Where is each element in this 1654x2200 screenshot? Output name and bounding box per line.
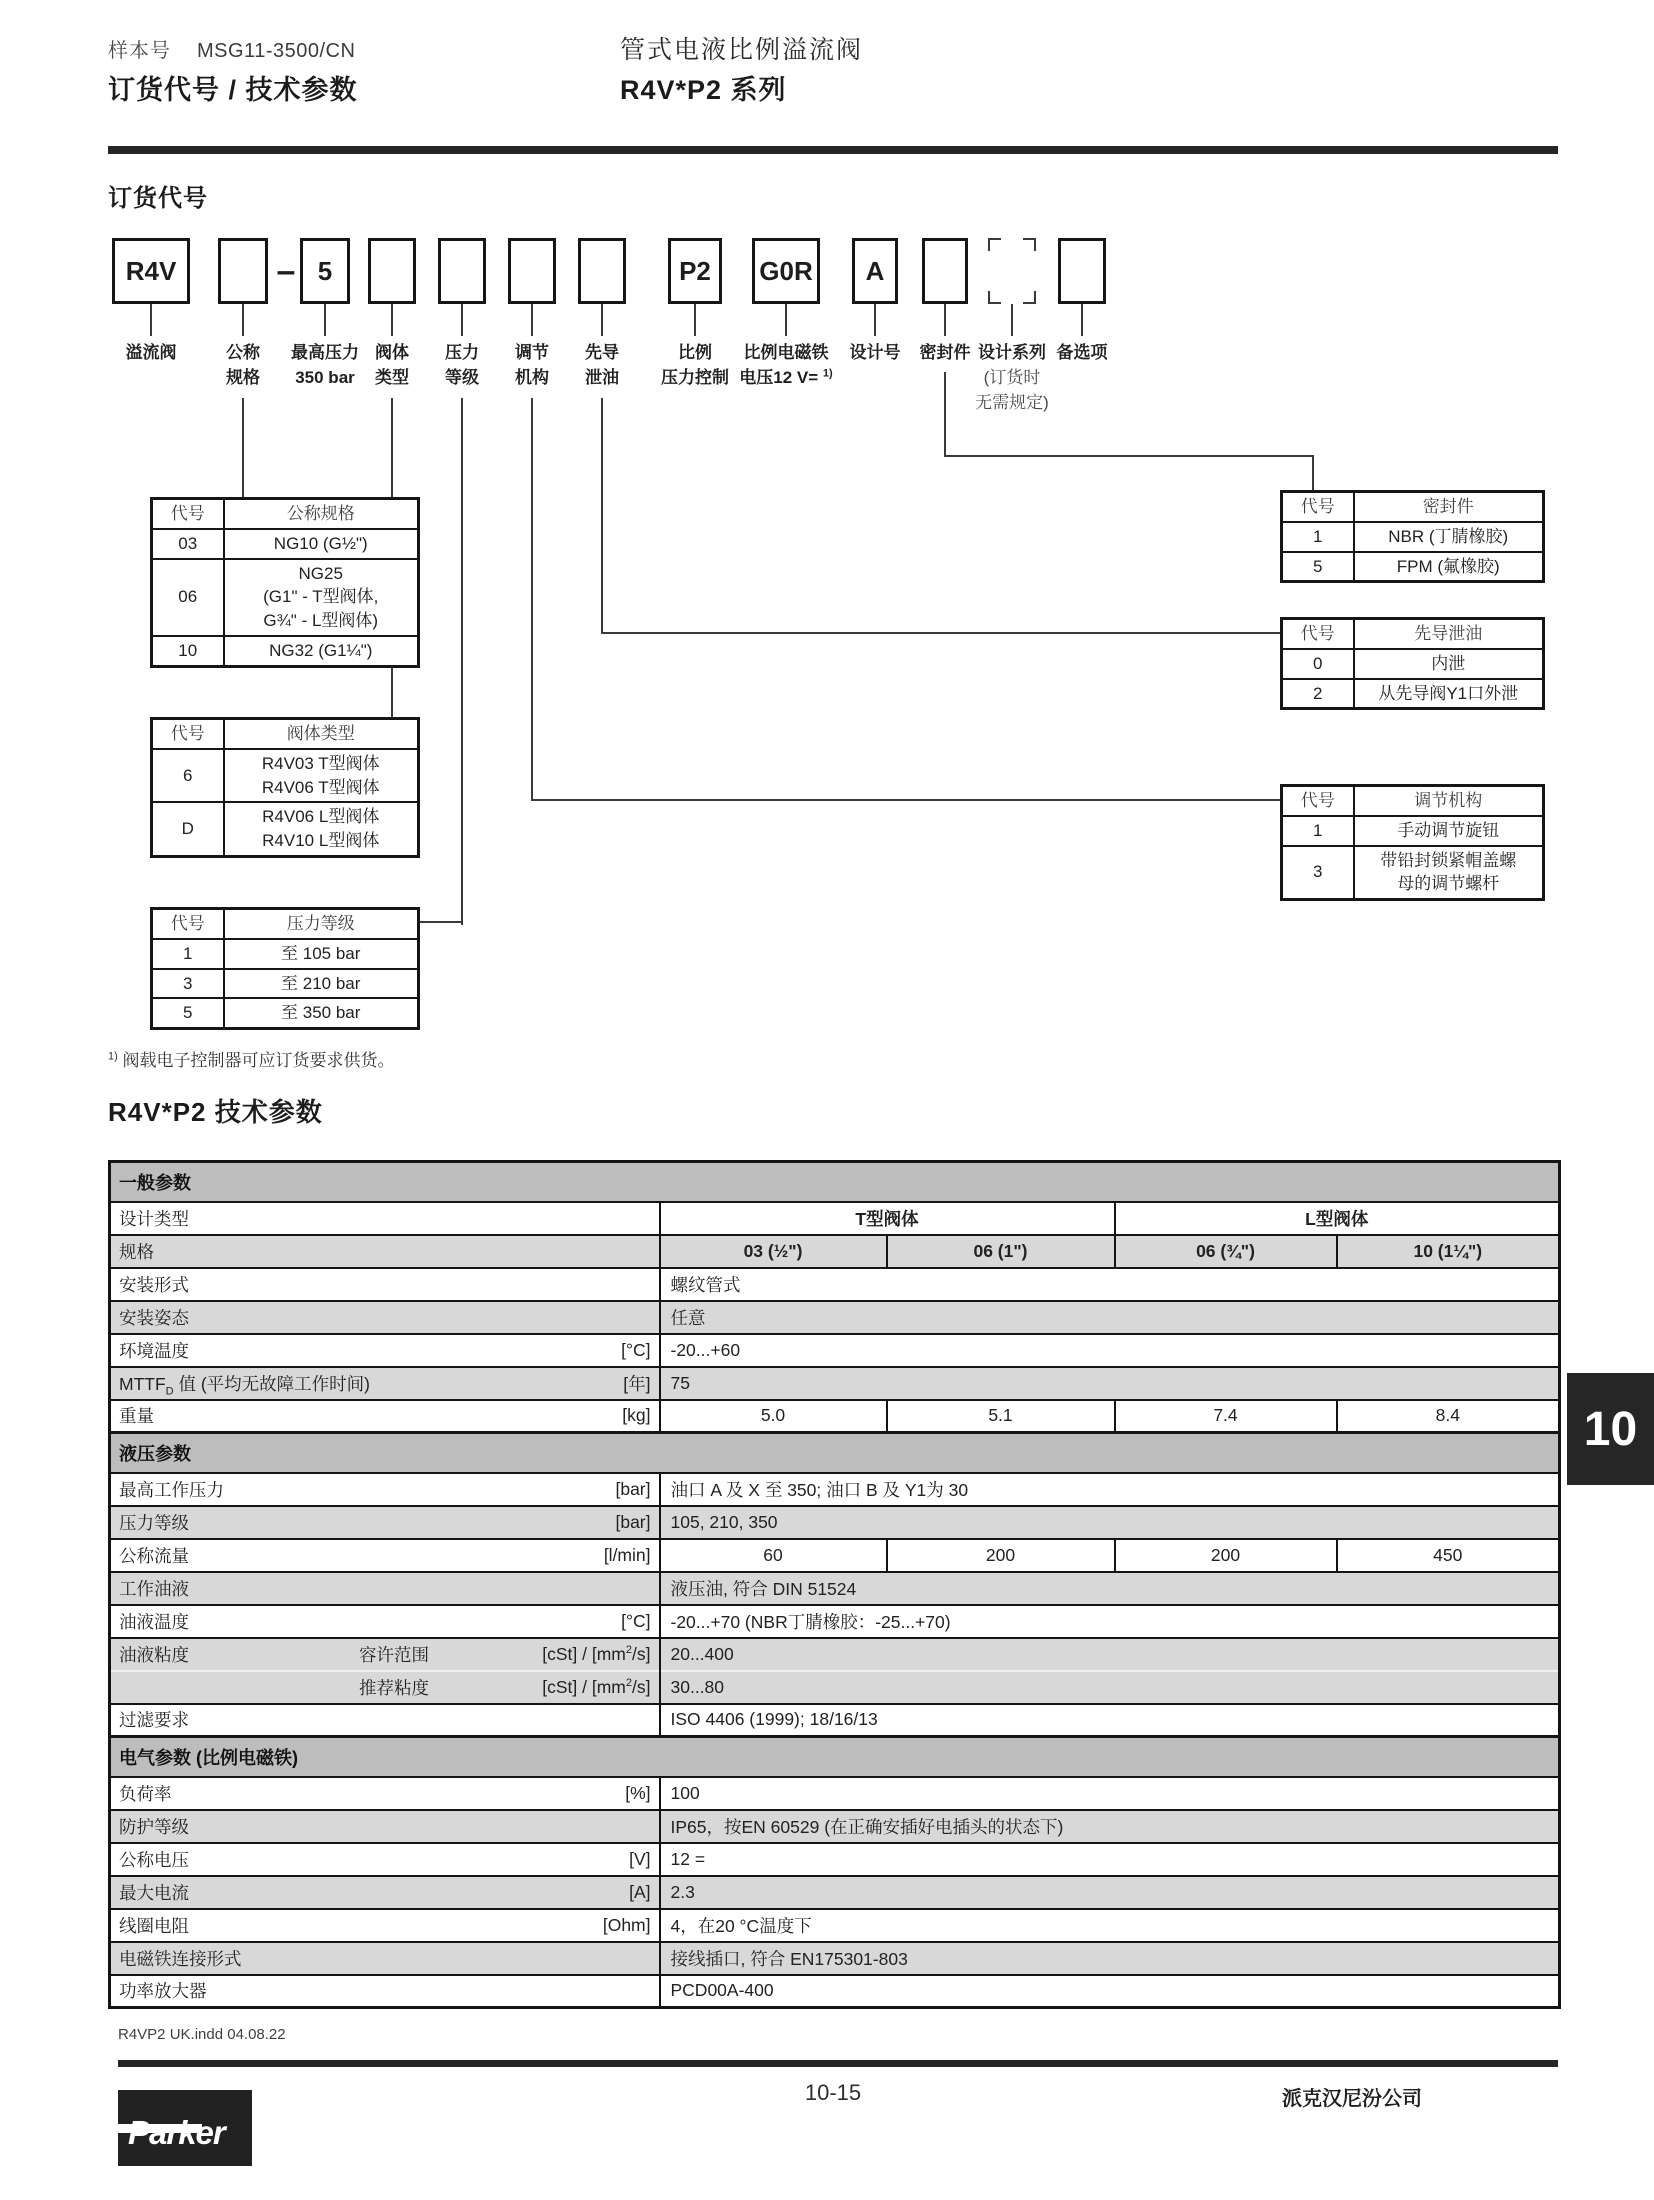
code-separator: –: [276, 252, 296, 290]
tech-row-label: [110, 1605, 660, 1638]
tech-label-text: 设计类型: [119, 1208, 189, 1229]
code-table-row: [152, 636, 419, 666]
tech-label-text: 油液粘度: [119, 1644, 189, 1665]
code-table-cell: 3: [1282, 846, 1354, 900]
code-table-cell: NG32 (G1¼"): [224, 636, 419, 666]
tech-label-text: 油液温度: [119, 1611, 189, 1632]
corner-mark: [988, 291, 1001, 304]
code-table-cell: 1: [152, 939, 224, 969]
code-table-header: 代号: [1282, 492, 1354, 522]
tech-row-label: [110, 1400, 660, 1433]
tech-value-cell: 液压油, 符合 DIN 51524: [660, 1572, 1560, 1605]
tech-unit: [bar]: [615, 1511, 651, 1532]
tech-value-cell: 100: [660, 1777, 1560, 1810]
code-table-cell: R4V06 L型阀体 R4V10 L型阀体: [224, 802, 419, 856]
tech-value-cell: 8.4: [1337, 1400, 1560, 1433]
tech-label-text: 规格: [119, 1241, 154, 1262]
tech-value-cell: 200: [1115, 1539, 1337, 1572]
code-table-header: 代号: [1282, 786, 1354, 816]
tech-row-label: [110, 1942, 660, 1975]
tech-table-row: [110, 1638, 1560, 1671]
code-table-header: 公称规格: [224, 499, 419, 529]
code-box-label-line: 规格: [226, 368, 260, 387]
tech-row-label: [110, 1334, 660, 1367]
code-box-label-line: 等级: [445, 368, 479, 387]
catalog-label: 样本号: [108, 40, 171, 62]
code-table-cell: 5: [1282, 552, 1354, 582]
tech-row-label: [110, 1506, 660, 1539]
code-table-cell: 5: [152, 998, 224, 1028]
connector-line: [694, 304, 696, 336]
tech-table: [108, 1160, 1561, 2009]
code-table-row: [152, 749, 419, 803]
code-box-label-line: 类型: [375, 368, 409, 387]
code-table-row: [152, 939, 419, 969]
file-note: R4VP2 UK.indd 04.08.22: [118, 2026, 286, 2043]
connector-line: [461, 398, 463, 925]
tech-table-row: [110, 1400, 1560, 1433]
tech-value-cell: L型阀体: [1115, 1202, 1560, 1235]
tech-value-cell: IP65，按EN 60529 (在正确安插好电插头的状态下): [660, 1810, 1560, 1843]
code-table-header: 压力等级: [224, 909, 419, 939]
tech-label-text: 最高工作压力: [119, 1479, 224, 1500]
tech-label-text: 防护等级: [119, 1816, 189, 1837]
company-name: 派克汉尼汾公司: [1282, 2088, 1422, 2110]
footer-rule: [118, 2060, 1558, 2067]
tech-value-cell: 螺纹管式: [660, 1268, 1560, 1301]
tech-value-cell: 7.4: [1115, 1400, 1337, 1433]
tech-section-row: [110, 1162, 1560, 1202]
connector-line: [601, 304, 603, 336]
tech-table-row: [110, 1572, 1560, 1605]
tech-table-row: [110, 1539, 1560, 1572]
code-box-label-line: 压力控制: [661, 368, 729, 387]
code-table-cell: 10: [152, 636, 224, 666]
code-table-row: [152, 998, 419, 1028]
code-table-cell: 06: [152, 559, 224, 636]
tech-row-label: [110, 1876, 660, 1909]
tech-value-cell: T型阀体: [660, 1202, 1115, 1235]
code-table-cell: 从先导阀Y1口外泄: [1354, 679, 1544, 709]
connector-line: [150, 304, 152, 336]
code-box: [1058, 238, 1106, 304]
code-table-header: 代号: [152, 499, 224, 529]
tech-table-row: [110, 1473, 1560, 1506]
tech-row-label: [110, 1638, 660, 1671]
header-rule: [108, 146, 1558, 154]
code-box-label-line: 比例: [678, 343, 712, 362]
code-table-cell: 03: [152, 529, 224, 559]
connector-line: [461, 304, 463, 336]
tech-row-label: [110, 1704, 660, 1737]
tech-value-cell: 5.1: [887, 1400, 1115, 1433]
code-table-cell: 1: [1282, 816, 1354, 846]
code-table-cell: 内泄: [1354, 649, 1544, 679]
tech-label-text: 线圈电阻: [119, 1915, 189, 1936]
tech-unit: [%]: [625, 1782, 651, 1803]
code-box-label-line: 调节: [515, 343, 549, 362]
tech-value-cell: 任意: [660, 1301, 1560, 1334]
tech-table-row: [110, 1704, 1560, 1737]
tech-label-text: 重量: [119, 1406, 154, 1427]
tech-value-cell: -20...+70 (NBR丁腈橡胶：-25...+70): [660, 1605, 1560, 1638]
tech-table-row: [110, 1268, 1560, 1301]
code-box: [218, 238, 268, 304]
tech-label-text: 压力等级: [119, 1512, 189, 1533]
catalog-number-line: [108, 34, 355, 63]
tech-value-cell: 2.3: [660, 1876, 1560, 1909]
code-table-row: [152, 529, 419, 559]
tech-section-label: 一般参数: [110, 1162, 1560, 1202]
tech-unit: [°C]: [621, 1610, 651, 1631]
series-title: R4V*P2 系列: [620, 75, 787, 105]
code-box-label-line: 350 bar: [295, 368, 355, 387]
code-table-row: [1282, 846, 1544, 900]
catalog-number: MSG11-3500/CN: [197, 40, 356, 62]
code-box: [922, 238, 968, 304]
tech-table-row: [110, 1367, 1560, 1400]
code-table-cell: NG10 (G½"): [224, 529, 419, 559]
code-box-label-line: 电压12 V= $^{1)}$: [739, 367, 833, 387]
code-table-cell: FPM (氟橡胶): [1354, 552, 1544, 582]
tech-section-label: 液压参数: [110, 1433, 1560, 1473]
chapter-tab: 10: [1567, 1373, 1654, 1485]
tech-value-cell: 10 (1¼"): [1337, 1235, 1560, 1268]
code-table: [1280, 617, 1545, 710]
tech-label-text: 公称电压: [119, 1849, 189, 1870]
tech-label-text: $MTTF_D$ 值 (平均无故障工作时间): [119, 1373, 370, 1397]
code-table: [150, 717, 420, 858]
tech-row-label: [110, 1671, 660, 1704]
connector-line: [944, 304, 946, 336]
tech-sublabel-text: 容许范围: [359, 1644, 429, 1665]
tech-unit: [l/min]: [603, 1544, 651, 1565]
tech-value-cell: 30...80: [660, 1671, 1560, 1704]
tech-unit: [kg]: [622, 1405, 651, 1426]
code-box: [368, 238, 416, 304]
code-table-cell: D: [152, 802, 224, 856]
tech-row-label: [110, 1235, 660, 1268]
tech-table-row: [110, 1975, 1560, 2008]
connector-line: [391, 304, 393, 336]
tech-value-cell: 60: [660, 1539, 887, 1572]
code-table-cell: 6: [152, 749, 224, 803]
code-box-label-line: 设计系列: [978, 343, 1046, 362]
connector-line: [324, 304, 326, 336]
tech-value-cell: 油口 A 及 X 至 350; 油口 B 及 Y1为 30: [660, 1473, 1560, 1506]
doc-title: 订货代号 / 技术参数: [108, 75, 358, 105]
tech-unit: [°C]: [621, 1339, 651, 1360]
code-table-cell: 至 105 bar: [224, 939, 419, 969]
tech-label-text: 电磁铁连接形式: [119, 1948, 242, 1969]
code-table-cell: 2: [1282, 679, 1354, 709]
tech-unit: [年]: [623, 1373, 651, 1394]
tech-value-cell: 75: [660, 1367, 1560, 1400]
connector-line: [531, 398, 533, 801]
code-box-label-line: 泄油: [585, 368, 619, 387]
tech-table-row: [110, 1942, 1560, 1975]
corner-mark: [988, 238, 1001, 251]
connector-line: [531, 799, 1280, 801]
tech-label-text: 环境温度: [119, 1340, 189, 1361]
code-box-label-line: 无需规定): [975, 393, 1049, 412]
code-box: A: [852, 238, 898, 304]
tech-table-row: [110, 1876, 1560, 1909]
code-box-label-line: 最高压力: [291, 343, 359, 362]
tech-row-label: [110, 1909, 660, 1942]
tech-value-cell: 03 (½"): [660, 1235, 887, 1268]
tech-row-label: [110, 1843, 660, 1876]
code-box-label-line: 密封件: [919, 343, 971, 362]
parker-logo-text: Parker: [128, 2114, 225, 2151]
code-table-cell: 至 210 bar: [224, 969, 419, 999]
connector-line: [874, 304, 876, 336]
code-box: P2: [668, 238, 722, 304]
tech-unit: $[cSt] / [mm^2/s]$: [542, 1676, 651, 1697]
code-box: [508, 238, 556, 304]
connector-line: [1011, 304, 1013, 336]
code-table-cell: 1: [1282, 522, 1354, 552]
connector-line: [420, 921, 462, 923]
code-table-cell: 0: [1282, 649, 1354, 679]
tech-row-label: [110, 1777, 660, 1810]
code-box-label-line: 机构: [515, 368, 549, 387]
code-box-label: [992, 340, 1172, 365]
tech-heading: R4V*P2 技术参数: [108, 1097, 323, 1127]
tech-table-row: [110, 1506, 1560, 1539]
tech-value-cell: 20...400: [660, 1638, 1560, 1671]
corner-mark: [1023, 238, 1036, 251]
tech-unit: [A]: [629, 1881, 651, 1902]
tech-row-label: [110, 1268, 660, 1301]
tech-unit: $[cSt] / [mm^2/s]$: [542, 1643, 651, 1664]
tech-label-text: 安装姿态: [119, 1307, 189, 1328]
tech-label-text: 负荷率: [119, 1783, 172, 1804]
code-table-cell: NG25 (G1" - T型阀体, G¾" - L型阀体): [224, 559, 419, 636]
tech-label-text: 公称流量: [119, 1545, 189, 1566]
code-box-label-line: 备选项: [1056, 343, 1108, 362]
tech-row-label: [110, 1975, 660, 2008]
connector-line: [242, 304, 244, 336]
tech-value-cell: PCD00A-400: [660, 1975, 1560, 2008]
code-table-header: 调节机构: [1354, 786, 1544, 816]
tech-sublabel-text: 推荐粘度: [359, 1677, 429, 1698]
code-table-row: [1282, 816, 1544, 846]
code-table-row: [1282, 522, 1544, 552]
code-table-header: 密封件: [1354, 492, 1544, 522]
tech-value-cell: 06 (¾"): [1115, 1235, 1337, 1268]
code-table-row: [152, 802, 419, 856]
tech-label-text: 工作油液: [119, 1578, 189, 1599]
tech-value-cell: 200: [887, 1539, 1115, 1572]
tech-row-label: [110, 1367, 660, 1400]
footnote: $^{1)}$ 阀载电子控制器可应订货要求供货。: [108, 1050, 395, 1070]
code-box-label-line: (订货时: [983, 368, 1041, 387]
code-table-row: [1282, 649, 1544, 679]
code-table-row: [1282, 679, 1544, 709]
code-box-label-line: 设计号: [849, 343, 901, 362]
page-number: 10-15: [804, 2080, 862, 2105]
tech-table-row: [110, 1777, 1560, 1810]
code-table: [150, 907, 420, 1030]
tech-row-label: [110, 1539, 660, 1572]
code-box: [578, 238, 626, 304]
code-table-header: 代号: [152, 719, 224, 749]
tech-table-row: [110, 1843, 1560, 1876]
code-table-header: 代号: [1282, 619, 1354, 649]
code-box: [438, 238, 486, 304]
code-box-label-line: 公称: [226, 343, 260, 362]
code-table-header: 阀体类型: [224, 719, 419, 749]
tech-table-row: [110, 1334, 1560, 1367]
tech-table-row: [110, 1605, 1560, 1638]
code-box-label-line: 压力: [445, 343, 479, 362]
connector-line: [785, 304, 787, 336]
code-table-cell: 带铅封锁紧帽盖螺 母的调节螺杆: [1354, 846, 1544, 900]
code-table-header: 先导泄油: [1354, 619, 1544, 649]
tech-row-label: [110, 1301, 660, 1334]
tech-value-cell: -20...+60: [660, 1334, 1560, 1367]
connector-line: [242, 398, 244, 497]
code-table: [150, 497, 420, 668]
tech-table-row: [110, 1202, 1560, 1235]
tech-table-row: [110, 1909, 1560, 1942]
tech-label-text: 过滤要求: [119, 1710, 189, 1731]
tech-label-text: 安装形式: [119, 1274, 189, 1295]
connector-line: [1081, 304, 1083, 336]
connector-line: [531, 304, 533, 336]
code-box-label-line: 阀体: [375, 343, 409, 362]
code-box: [988, 238, 1036, 304]
code-box: R4V: [112, 238, 190, 304]
tech-unit: [V]: [629, 1848, 651, 1869]
tech-unit: [bar]: [615, 1478, 651, 1499]
tech-value-cell: 4，在20 °C温度下: [660, 1909, 1560, 1942]
tech-row-label: [110, 1572, 660, 1605]
code-table-cell: 至 350 bar: [224, 998, 419, 1028]
code-table-row: [152, 559, 419, 636]
tech-label-text: 功率放大器: [119, 1981, 207, 2002]
tech-row-label: [110, 1810, 660, 1843]
tech-label-text: 最大电流: [119, 1882, 189, 1903]
code-table-cell: 3: [152, 969, 224, 999]
code-box-label-line: 溢流阀: [125, 343, 177, 362]
tech-table-row: [110, 1810, 1560, 1843]
tech-value-cell: ISO 4406 (1999); 18/16/13: [660, 1704, 1560, 1737]
code-box: 5: [300, 238, 350, 304]
tech-section-label: 电气参数 (比例电磁铁): [110, 1737, 1560, 1777]
connector-line: [944, 372, 946, 456]
tech-row-label: [110, 1473, 660, 1506]
code-table: [1280, 490, 1545, 583]
code-table-cell: R4V03 T型阀体 R4V06 T型阀体: [224, 749, 419, 803]
connector-line: [1312, 455, 1314, 492]
tech-unit: [Ohm]: [602, 1914, 651, 1935]
parker-logo: [118, 2090, 252, 2166]
tech-value-cell: 12 =: [660, 1843, 1560, 1876]
tech-value-cell: 06 (1"): [887, 1235, 1115, 1268]
code-box-label-line: 比例电磁铁: [743, 343, 829, 362]
connector-line: [601, 632, 1280, 634]
tech-table-row: [110, 1671, 1560, 1704]
tech-row-label: [110, 1202, 660, 1235]
tech-table-row: [110, 1301, 1560, 1334]
connector-line: [944, 455, 1313, 457]
tech-table-row: [110, 1235, 1560, 1268]
ordering-heading: 订货代号: [108, 185, 208, 212]
connector-line: [601, 398, 603, 634]
code-table-row: [1282, 552, 1544, 582]
code-table-header: 代号: [152, 909, 224, 939]
code-table: [1280, 784, 1545, 901]
code-box: G0R: [752, 238, 820, 304]
tech-section-row: [110, 1737, 1560, 1777]
tech-value-cell: 接线插口, 符合 EN175301-803: [660, 1942, 1560, 1975]
product-title: 管式电液比例溢流阀: [620, 36, 864, 64]
corner-mark: [1023, 291, 1036, 304]
code-table-cell: NBR (丁腈橡胶): [1354, 522, 1544, 552]
code-table-row: [152, 969, 419, 999]
tech-value-cell: 450: [1337, 1539, 1560, 1572]
code-table-cell: 手动调节旋钮: [1354, 816, 1544, 846]
tech-value-cell: 5.0: [660, 1400, 887, 1433]
code-box-label-line: 先导: [585, 343, 619, 362]
tech-section-row: [110, 1433, 1560, 1473]
tech-value-cell: 105, 210, 350: [660, 1506, 1560, 1539]
